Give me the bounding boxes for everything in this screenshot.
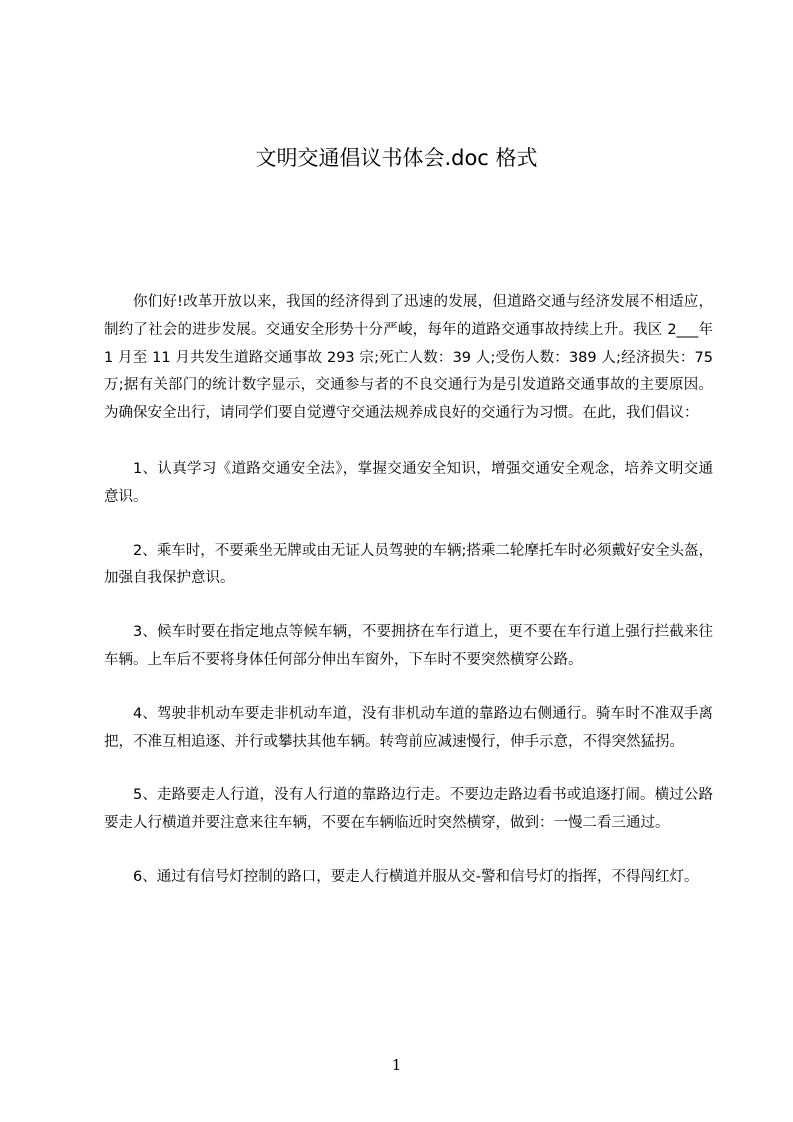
paragraph-item-5: 5、走路要走人行道，没有人行道的靠路边行走。不要边走路边看书或追逐打闹。横过公路要走人行横道并要注意来往车辆，不要在车辆临近时突然横穿，做到：一慢二看三通过。: [104, 787, 713, 832]
paragraph-item-6: 6、通过有信号灯控制的路口，要走人行横道并服从交-警和信号灯的指挥，不得闯红灯。: [133, 868, 699, 885]
paragraph-item-1: 1、认真学习《道路交通安全法》，掌握交通安全知识，增强交通安全观念，培养文明交通意识。: [104, 460, 713, 505]
page-number: 1: [391, 1056, 402, 1074]
paragraph-item-3: 3、候车时要在指定地点等候车辆，不要拥挤在车行道上，更不要在车行道上强行拦截来往车辆。上车后不要将身体任何部分伸出车窗外，下车时不要突然横穿公路。: [104, 624, 713, 668]
paragraph-item-2: 2、乘车时，不要乘坐无牌或由无证人员驾驶的车辆;搭乘二轮摩托车时必须戴好安全头盔，加强自我保护意识。: [104, 542, 713, 587]
document-body: [104, 289, 713, 918]
paragraph-intro: 你们好!改革开放以来，我国的经济得到了迅速的发展，但道路交通与经济发展不相适应，制约了社会的进步发展。交通安全形势十分严峻，每年的道路交通事故持续上升。我区 2___年 1 月至 11 月共发生道路交通事故 293 宗;死亡人数：39 人;受伤人数：389 人;经济损失：75 万;据有关部门的统计数字显示，交通参与者的不良交通行为是引发道路交通事故的主要原因。为确保安全出行，请同学们要自觉遵守交通法规养成良好的交通行为习惯。在此，我们倡议：: [104, 294, 713, 422]
document-title: 文明交通倡议书体会.doc 格式: [255, 146, 538, 170]
paragraph-item-4: 4、驾驶非机动车要走非机动车道，没有非机动车道的靠路边右侧通行。骑车时不准双手离把，不准互相追逐、并行或攀扶其他车辆。转弯前应减速慢行，伸手示意，不得突然猛拐。: [104, 705, 713, 750]
